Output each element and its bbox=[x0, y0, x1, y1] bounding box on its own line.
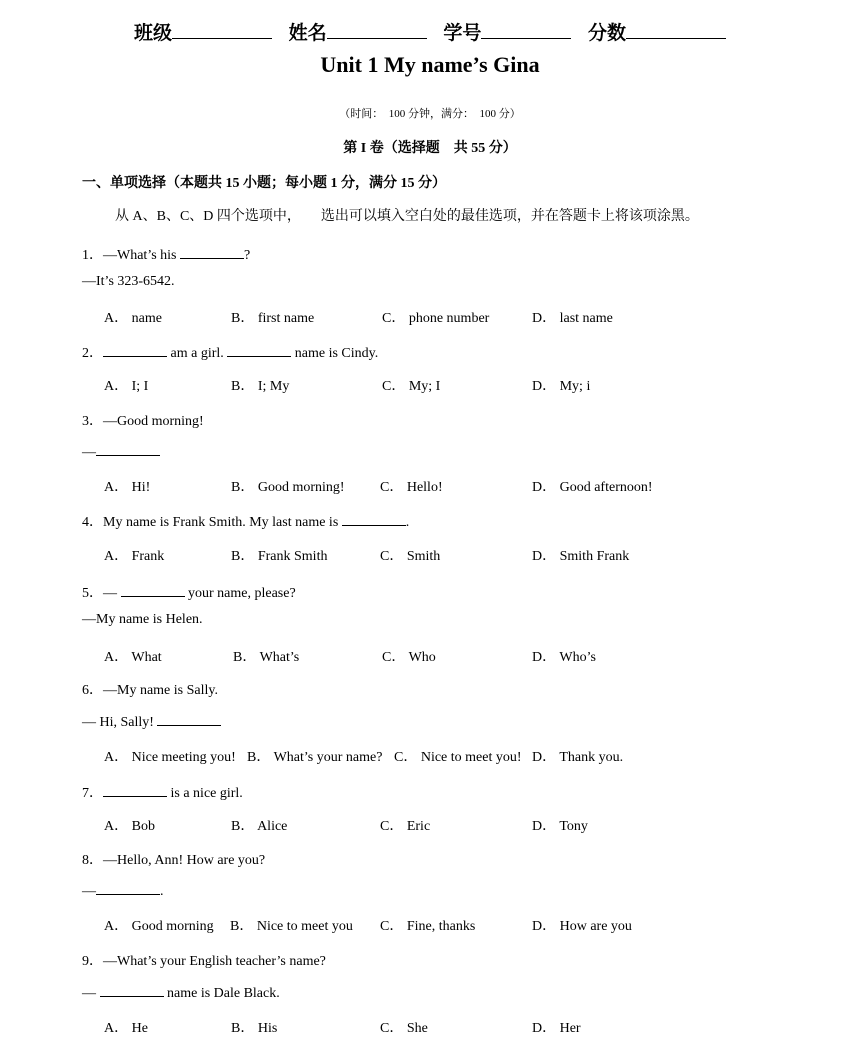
question-1 bbox=[82, 244, 250, 264]
option-a[interactable]: A． Good morning bbox=[104, 919, 214, 934]
option-a[interactable]: A． Frank bbox=[104, 549, 165, 564]
time-info bbox=[0, 105, 860, 121]
reply-dash: — bbox=[82, 986, 100, 1001]
option-d[interactable]: D． How are you bbox=[532, 919, 632, 934]
question-8-reply bbox=[82, 882, 164, 900]
question-stem: —My name is Sally. bbox=[103, 683, 218, 698]
section-title: 第 I 卷（选择题 共 55 分） bbox=[343, 141, 517, 156]
student-number-label: 学号 bbox=[443, 22, 482, 44]
question-number: 2． bbox=[82, 346, 103, 361]
option-c[interactable]: C． Who bbox=[382, 650, 436, 665]
answer-blank[interactable] bbox=[103, 344, 167, 357]
class-field[interactable] bbox=[134, 18, 272, 45]
reply-dash: — bbox=[82, 884, 96, 899]
question-5 bbox=[82, 582, 296, 602]
option-b[interactable]: B． Frank Smith bbox=[231, 549, 328, 564]
part-heading: 一、单项选择（本题共 15 小题；每小题 1 分，满分 15 分） bbox=[82, 176, 446, 191]
option-a[interactable]: A． He bbox=[104, 1021, 148, 1036]
question-4 bbox=[82, 511, 409, 531]
question-6-reply bbox=[82, 713, 221, 731]
question-number: 5． bbox=[82, 586, 103, 601]
answer-blank[interactable] bbox=[227, 344, 291, 357]
option-b[interactable]: B． Good morning! bbox=[231, 480, 345, 495]
reply-text: — Hi, Sally! bbox=[82, 715, 158, 730]
student-number-field[interactable] bbox=[443, 18, 571, 45]
answer-blank[interactable] bbox=[157, 713, 221, 726]
score-field[interactable] bbox=[588, 18, 726, 45]
answer-blank[interactable] bbox=[121, 584, 185, 597]
score-blank[interactable] bbox=[626, 20, 726, 39]
question-8 bbox=[82, 849, 265, 869]
answer-blank[interactable] bbox=[96, 443, 160, 456]
question-stem: —What’s his bbox=[103, 248, 180, 263]
question-stem-end: ? bbox=[244, 248, 251, 263]
answer-blank[interactable] bbox=[342, 513, 406, 526]
question-number: 4． bbox=[82, 515, 103, 530]
reply-end: name is Dale Black. bbox=[163, 986, 280, 1001]
option-d[interactable]: D． Her bbox=[532, 1021, 581, 1036]
option-c[interactable]: C． She bbox=[380, 1021, 428, 1036]
option-b[interactable]: B． What’s bbox=[233, 650, 300, 665]
class-blank[interactable] bbox=[172, 20, 272, 39]
question-3 bbox=[82, 410, 204, 430]
answer-blank[interactable] bbox=[100, 984, 164, 997]
class-label: 班级 bbox=[134, 22, 173, 44]
option-a[interactable]: A． I; I bbox=[104, 379, 149, 394]
question-9-reply bbox=[82, 984, 280, 1002]
student-info-header bbox=[0, 18, 860, 45]
question-stem-end: your name, please? bbox=[184, 586, 296, 601]
question-5-reply: —My name is Helen. bbox=[82, 612, 203, 627]
question-number: 9． bbox=[82, 954, 103, 969]
option-b[interactable]: B． I; My bbox=[231, 379, 290, 394]
question-stem-end: . bbox=[405, 515, 410, 530]
question-stem: —Good morning! bbox=[103, 414, 204, 429]
option-b[interactable]: B． What’s your name? bbox=[247, 750, 383, 765]
question-7 bbox=[82, 782, 243, 802]
option-d[interactable]: D． Tony bbox=[532, 819, 588, 834]
question-9 bbox=[82, 950, 326, 970]
answer-blank[interactable] bbox=[103, 784, 167, 797]
option-d[interactable]: D． last name bbox=[532, 311, 613, 326]
question-3-reply bbox=[82, 443, 160, 461]
option-d[interactable]: D． Thank you. bbox=[532, 750, 624, 765]
option-d[interactable]: D． Who’s bbox=[532, 650, 596, 665]
question-1-reply: —It’s 323-6542. bbox=[82, 274, 175, 289]
option-c[interactable]: C． Hello! bbox=[380, 480, 443, 495]
answer-blank[interactable] bbox=[180, 246, 244, 259]
option-b[interactable]: B． Alice bbox=[231, 819, 288, 834]
question-stem-end: name is Cindy. bbox=[291, 346, 379, 361]
option-b[interactable]: B． His bbox=[231, 1021, 278, 1036]
option-c[interactable]: C． Eric bbox=[380, 819, 431, 834]
question-number: 3． bbox=[82, 414, 103, 429]
instruction-part2: 选出可以填入空白处的最佳选项，并在答题卡上将该项涂黑。 bbox=[320, 209, 699, 224]
option-a[interactable]: A． Hi! bbox=[104, 480, 151, 495]
instruction bbox=[115, 205, 699, 225]
option-c[interactable]: C． Smith bbox=[380, 549, 441, 564]
option-a[interactable]: A． Bob bbox=[104, 819, 155, 834]
question-number: 1． bbox=[82, 248, 103, 263]
option-c[interactable]: C． Nice to meet you! bbox=[394, 750, 522, 765]
option-a[interactable]: A． name bbox=[104, 311, 162, 326]
option-a[interactable]: A． Nice meeting you! bbox=[104, 750, 236, 765]
option-d[interactable]: D． My; i bbox=[532, 379, 591, 394]
question-stem: My name is Frank Smith. My last name is bbox=[103, 515, 342, 530]
question-stem: —Hello, Ann! How are you? bbox=[103, 853, 266, 868]
question-number: 7． bbox=[82, 786, 103, 801]
name-label: 姓名 bbox=[288, 22, 327, 44]
option-b[interactable]: B． Nice to meet you bbox=[230, 919, 353, 934]
question-2 bbox=[82, 342, 378, 362]
name-blank[interactable] bbox=[327, 20, 427, 39]
option-c[interactable]: C． My; I bbox=[382, 379, 441, 394]
question-6 bbox=[82, 679, 218, 699]
question-stem: —What’s your English teacher’s name? bbox=[103, 954, 326, 969]
question-stem: am a girl. bbox=[167, 346, 228, 361]
option-b[interactable]: B． first name bbox=[231, 311, 315, 326]
instruction-part1: 从 A、B、C、D 四个选项中， bbox=[115, 209, 301, 224]
page-title: Unit 1 My name’s Gina bbox=[320, 52, 540, 77]
option-c[interactable]: C． phone number bbox=[382, 311, 490, 326]
question-stem: — bbox=[103, 586, 121, 601]
question-stem-end: is a nice girl. bbox=[167, 786, 243, 801]
option-d[interactable]: D． Smith Frank bbox=[532, 549, 630, 564]
option-c[interactable]: C． Fine, thanks bbox=[380, 919, 476, 934]
score-label: 分数 bbox=[587, 22, 626, 44]
option-a[interactable]: A． What bbox=[104, 650, 162, 665]
name-field[interactable] bbox=[289, 18, 427, 45]
reply-dash: — bbox=[82, 445, 96, 460]
option-d[interactable]: D． Good afternoon! bbox=[532, 480, 653, 495]
student-number-blank[interactable] bbox=[481, 20, 571, 39]
time-text: （时间： 100 分钟，满分： 100 分） bbox=[339, 108, 521, 120]
reply-end: . bbox=[160, 884, 164, 899]
answer-blank[interactable] bbox=[96, 882, 160, 895]
question-number: 8． bbox=[82, 853, 103, 868]
question-number: 6． bbox=[82, 683, 103, 698]
